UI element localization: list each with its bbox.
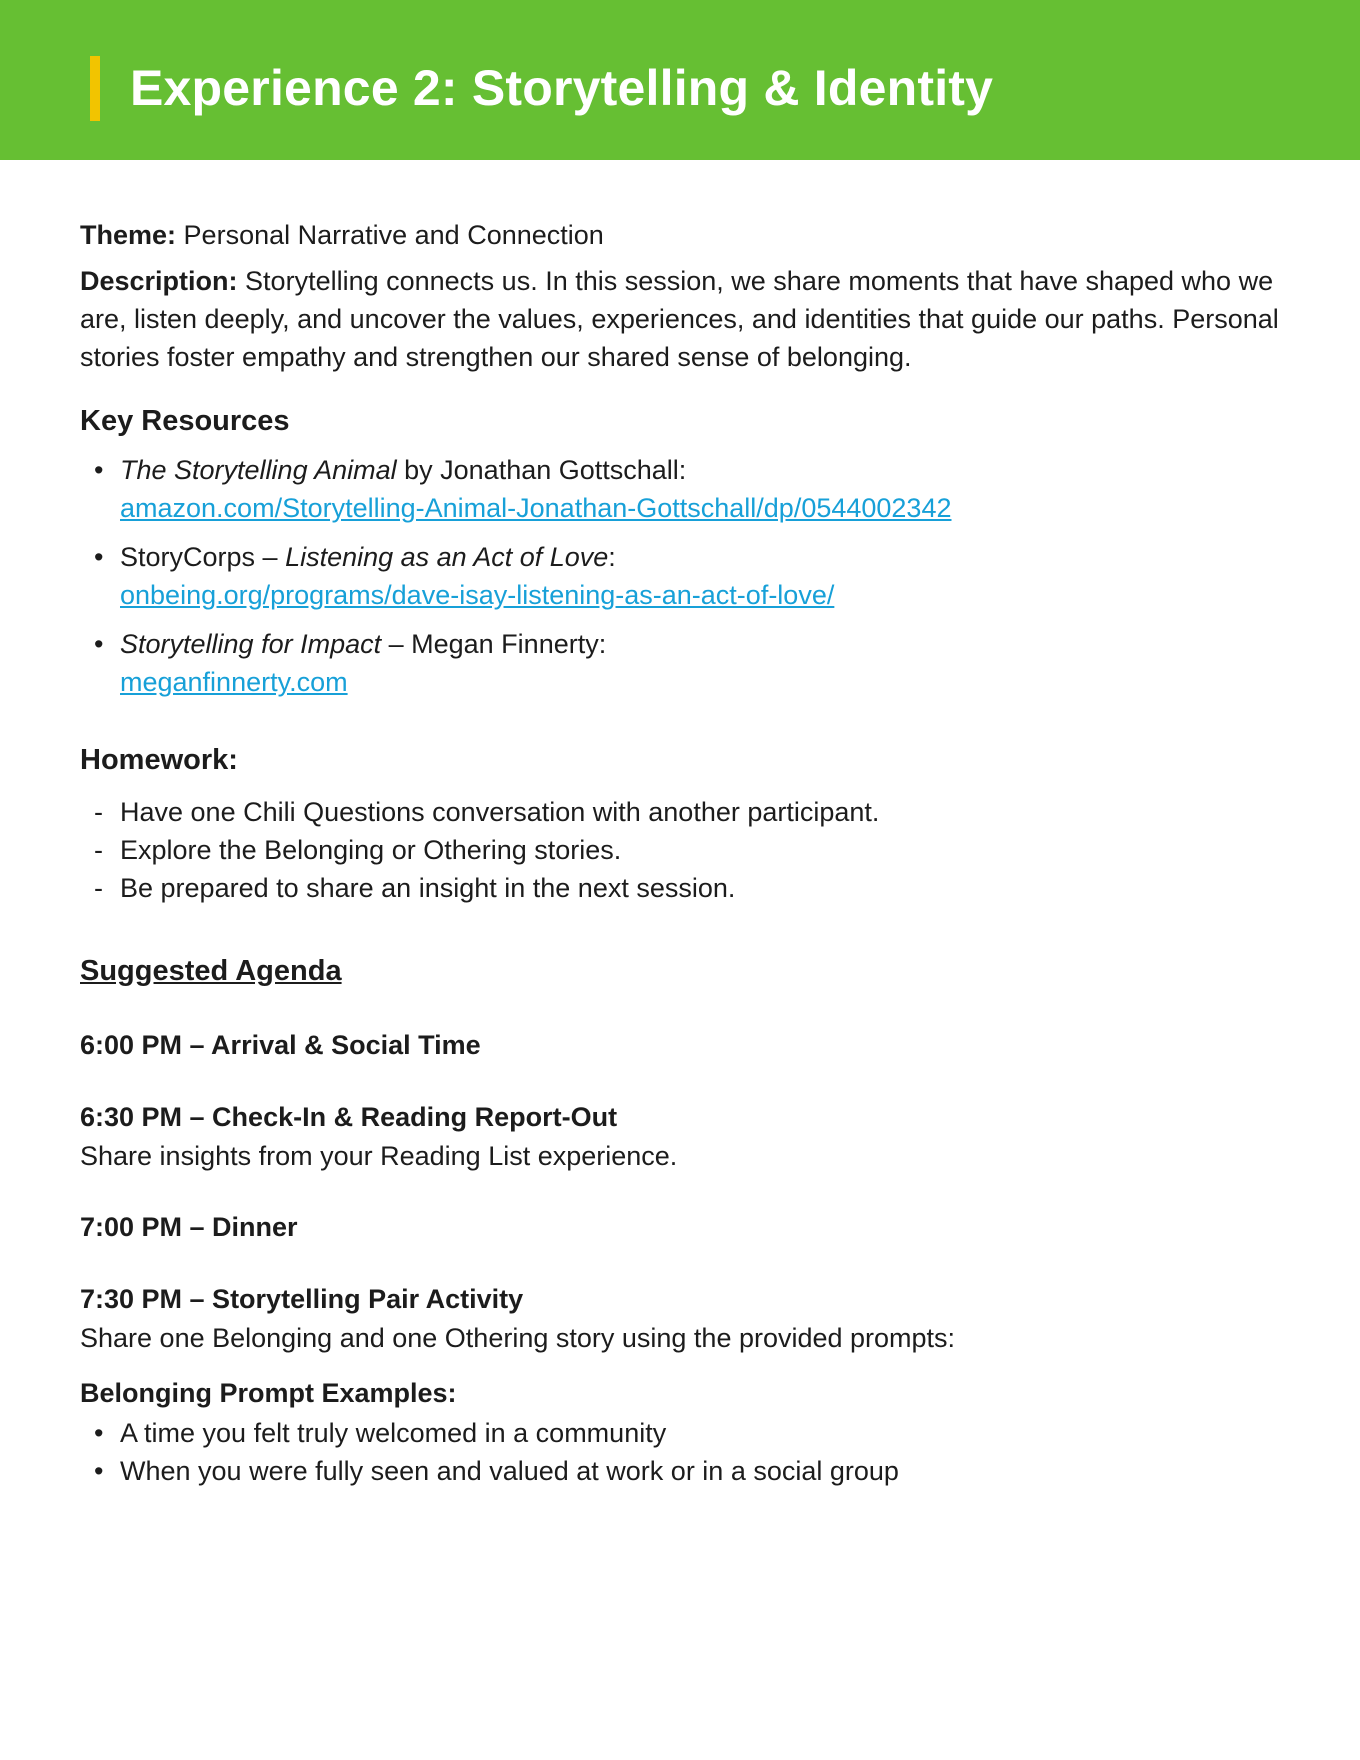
prompt-item: • When you were fully seen and valued at work or in a social group	[80, 1452, 1280, 1490]
agenda-item	[80, 1279, 1280, 1357]
dash-icon: -	[94, 873, 103, 903]
agenda-time: 6:00 PM – Arrival & Social Time	[80, 1030, 481, 1060]
resource-author: – Megan Finnerty:	[381, 629, 607, 659]
header-accent-bar	[90, 56, 100, 121]
theme-line	[80, 216, 1280, 254]
resource-prefix: StoryCorps –	[120, 542, 286, 572]
agenda-item	[80, 1097, 1280, 1175]
description-text: Storytelling connects us. In this session, we share moments that have shaped who we are, listen deeply, and uncover the values, experiences, and identities that guide our paths. Personal stories foster empathy and strengthen our shared sense of belonging.	[80, 266, 1279, 372]
resource-title: Storytelling for Impact	[120, 629, 382, 659]
resource-item	[80, 625, 1280, 701]
bullet-icon: •	[94, 629, 104, 659]
agenda-item	[80, 1207, 1280, 1247]
agenda-heading: Suggested Agenda	[80, 955, 342, 987]
agenda-description: Share insights from your Reading List experience.	[80, 1141, 678, 1171]
theme-label: Theme:	[80, 220, 177, 250]
resource-author: by Jonathan Gottschall:	[396, 455, 687, 485]
page-title: Experience 2: Storytelling & Identity	[130, 60, 994, 116]
agenda-description: Share one Belonging and one Othering story using the provided prompts:	[80, 1323, 956, 1353]
resource-link-amazon[interactable]: amazon.com/Storytelling-Animal-Jonathan-Gottschall/dp/0544002342	[120, 493, 952, 523]
description-label: Description:	[80, 266, 238, 296]
agenda-time: 6:30 PM – Check-In & Reading Report-Out	[80, 1102, 618, 1132]
resource-link-meganfinnerty[interactable]: meganfinnerty.com	[120, 667, 348, 697]
key-resources-heading: Key Resources	[80, 405, 290, 437]
resource-suffix: :	[608, 542, 616, 572]
document-body	[80, 216, 1280, 1490]
page-header	[0, 0, 1360, 160]
belonging-prompts-list	[80, 1414, 1280, 1490]
theme-text: Personal Narrative and Connection	[183, 220, 604, 250]
homework-heading: Homework:	[80, 744, 238, 776]
bullet-icon: •	[94, 1456, 104, 1486]
dash-icon: -	[94, 835, 103, 865]
resource-link-onbeing[interactable]: onbeing.org/programs/dave-isay-listening-as-an-act-of-love/	[120, 580, 835, 610]
prompt-item: • A time you felt truly welcomed in a community	[80, 1414, 1280, 1452]
agenda-item	[80, 1025, 1280, 1065]
dash-icon: -	[94, 797, 103, 827]
resource-title: Listening as an Act of Love	[285, 542, 609, 572]
homework-item: - Be prepared to share an insight in the next session.	[80, 869, 1280, 907]
belonging-prompts-heading: Belonging Prompt Examples:	[80, 1378, 457, 1408]
agenda-time: 7:30 PM – Storytelling Pair Activity	[80, 1284, 524, 1314]
bullet-icon: •	[94, 455, 104, 485]
description-paragraph	[80, 262, 1280, 376]
bullet-icon: •	[94, 542, 104, 572]
agenda-time: 7:00 PM – Dinner	[80, 1212, 298, 1242]
bullet-icon: •	[94, 1418, 104, 1448]
resource-item	[80, 451, 1280, 527]
homework-item: - Explore the Belonging or Othering stories.	[80, 831, 1280, 869]
key-resources-list	[80, 451, 1280, 701]
resource-title: The Storytelling Animal	[120, 455, 397, 485]
homework-item: - Have one Chili Questions conversation with another participant.	[80, 793, 1280, 831]
resource-item	[80, 538, 1280, 614]
homework-list	[80, 793, 1280, 907]
